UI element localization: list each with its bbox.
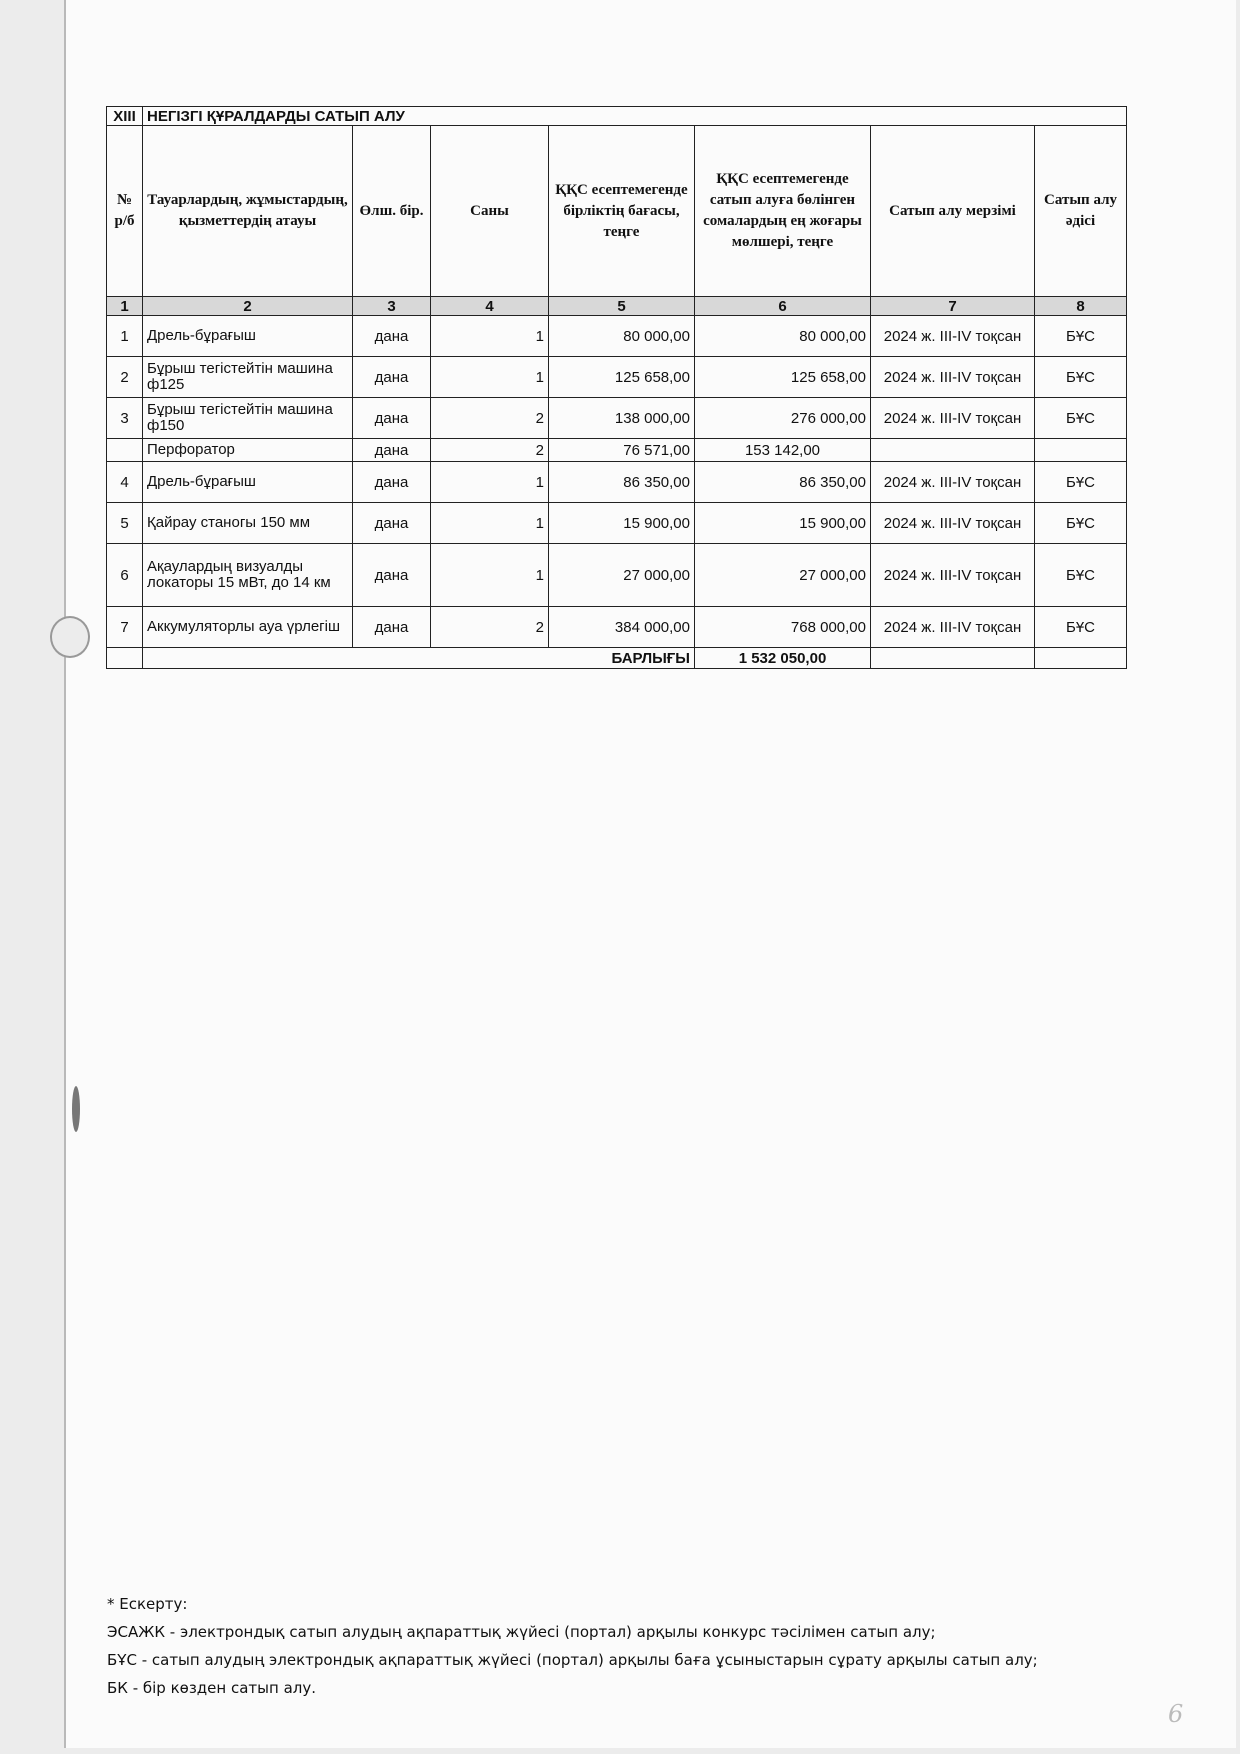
row-price: 125 658,00	[549, 357, 695, 398]
row-qty: 2	[431, 398, 549, 439]
row-unit: дана	[353, 462, 431, 503]
total-row	[107, 648, 1127, 669]
header-price: ҚҚС есептемегенде бірліктің бағасы, теңге	[549, 126, 695, 297]
row-num: 3	[107, 398, 143, 439]
row-price: 76 571,00	[549, 439, 695, 462]
row-unit: дана	[353, 544, 431, 607]
header-method: Сатып алу әдісі	[1035, 126, 1127, 297]
row-total: 86 350,00	[695, 462, 871, 503]
header-num: № р/б	[107, 126, 143, 297]
column-number: 6	[695, 297, 871, 316]
binder-clip	[72, 1086, 80, 1132]
table-row	[107, 316, 1127, 357]
row-method: БҰС	[1035, 462, 1127, 503]
row-total: 27 000,00	[695, 544, 871, 607]
row-method: БҰС	[1035, 398, 1127, 439]
table-row	[107, 398, 1127, 439]
header-row	[107, 126, 1127, 297]
row-period: 2024 ж. III-IV тоқсан	[871, 398, 1035, 439]
table-row	[107, 607, 1127, 648]
punch-hole	[50, 616, 90, 658]
note-line: ЭСАЖК - электрондық сатып алудың ақпараттық жүйесі (портал) арқылы конкурс тәсілімен сатып алу;	[107, 1623, 936, 1641]
row-qty: 2	[431, 439, 549, 462]
row-period: 2024 ж. III-IV тоқсан	[871, 607, 1035, 648]
row-total: 80 000,00	[695, 316, 871, 357]
row-num: 7	[107, 607, 143, 648]
procurement-table	[106, 106, 1127, 669]
column-number: 2	[143, 297, 353, 316]
note-line: БК - бір көзден сатып алу.	[107, 1679, 317, 1697]
row-unit: дана	[353, 607, 431, 648]
row-num: 4	[107, 462, 143, 503]
row-name: Перфоратор	[143, 439, 353, 462]
row-total: 153 142,00	[695, 439, 871, 462]
notes-title: * Ескерту:	[107, 1595, 188, 1613]
row-num: 1	[107, 316, 143, 357]
column-number: 3	[353, 297, 431, 316]
row-total: 125 658,00	[695, 357, 871, 398]
header-period: Сатып алу мерзімі	[871, 126, 1035, 297]
row-total: 15 900,00	[695, 503, 871, 544]
row-method: БҰС	[1035, 316, 1127, 357]
row-price: 27 000,00	[549, 544, 695, 607]
row-name: Ақаулардың визуалды локаторы 15 мВт, до 14 км	[143, 544, 353, 607]
page-number-mark: 6	[1168, 1700, 1184, 1728]
row-method: БҰС	[1035, 607, 1127, 648]
row-unit: дана	[353, 316, 431, 357]
row-qty: 1	[431, 544, 549, 607]
row-period: 2024 ж. III-IV тоқсан	[871, 357, 1035, 398]
row-period	[871, 439, 1035, 462]
row-name: Дрель-бұрағыш	[143, 462, 353, 503]
row-name: Бұрыш тегістейтін машина ф150	[143, 398, 353, 439]
header-total: ҚҚС есептемегенде сатып алуға бөлінген сомалардың ең жоғары мөлшері, теңге	[695, 126, 871, 297]
total-empty-cell	[107, 648, 143, 669]
column-number: 4	[431, 297, 549, 316]
table-row	[107, 544, 1127, 607]
row-price: 15 900,00	[549, 503, 695, 544]
row-period: 2024 ж. III-IV тоқсан	[871, 544, 1035, 607]
row-unit: дана	[353, 503, 431, 544]
row-num	[107, 439, 143, 462]
row-num: 5	[107, 503, 143, 544]
row-price: 80 000,00	[549, 316, 695, 357]
total-empty-cell	[871, 648, 1035, 669]
row-price: 138 000,00	[549, 398, 695, 439]
column-number: 1	[107, 297, 143, 316]
header-name: Тауарлардың, жұмыстардың, қызметтердің атауы	[143, 126, 353, 297]
row-name: Аккумуляторлы ауа үрлегіш	[143, 607, 353, 648]
note-line: БҰС - сатып алудың электрондық ақпараттық жүйесі (портал) арқылы баға ұсыныстарын сұрату арқылы сатып алу;	[107, 1651, 1038, 1669]
row-method: БҰС	[1035, 503, 1127, 544]
row-method: БҰС	[1035, 544, 1127, 607]
row-num: 6	[107, 544, 143, 607]
row-method	[1035, 439, 1127, 462]
section-row	[107, 107, 1127, 126]
row-period: 2024 ж. III-IV тоқсан	[871, 462, 1035, 503]
column-number: 8	[1035, 297, 1127, 316]
header-qty: Саны	[431, 126, 549, 297]
row-qty: 1	[431, 357, 549, 398]
row-name: Қайрау станогы 150 мм	[143, 503, 353, 544]
section-number: XIII	[107, 107, 143, 126]
row-name: Дрель-бұрағыш	[143, 316, 353, 357]
row-total: 276 000,00	[695, 398, 871, 439]
column-number-row	[107, 297, 1127, 316]
total-empty-cell	[1035, 648, 1127, 669]
row-qty: 1	[431, 462, 549, 503]
row-unit: дана	[353, 439, 431, 462]
table-row	[107, 439, 1127, 462]
row-period: 2024 ж. III-IV тоқсан	[871, 316, 1035, 357]
row-period: 2024 ж. III-IV тоқсан	[871, 503, 1035, 544]
total-label: БАРЛЫҒЫ	[143, 648, 695, 669]
row-method: БҰС	[1035, 357, 1127, 398]
row-unit: дана	[353, 398, 431, 439]
section-title: НЕГІЗГІ ҚҰРАЛДАРДЫ САТЫП АЛУ	[143, 107, 1127, 126]
row-num: 2	[107, 357, 143, 398]
total-value: 1 532 050,00	[695, 648, 871, 669]
table-row	[107, 357, 1127, 398]
column-number: 7	[871, 297, 1035, 316]
header-unit: Өлш. бір.	[353, 126, 431, 297]
row-name: Бұрыш тегістейтін машина ф125	[143, 357, 353, 398]
notes-block	[107, 1590, 1167, 1702]
row-qty: 1	[431, 503, 549, 544]
table-row	[107, 503, 1127, 544]
column-number: 5	[549, 297, 695, 316]
row-unit: дана	[353, 357, 431, 398]
row-qty: 1	[431, 316, 549, 357]
table-row	[107, 462, 1127, 503]
row-qty: 2	[431, 607, 549, 648]
row-price: 86 350,00	[549, 462, 695, 503]
row-total: 768 000,00	[695, 607, 871, 648]
row-price: 384 000,00	[549, 607, 695, 648]
